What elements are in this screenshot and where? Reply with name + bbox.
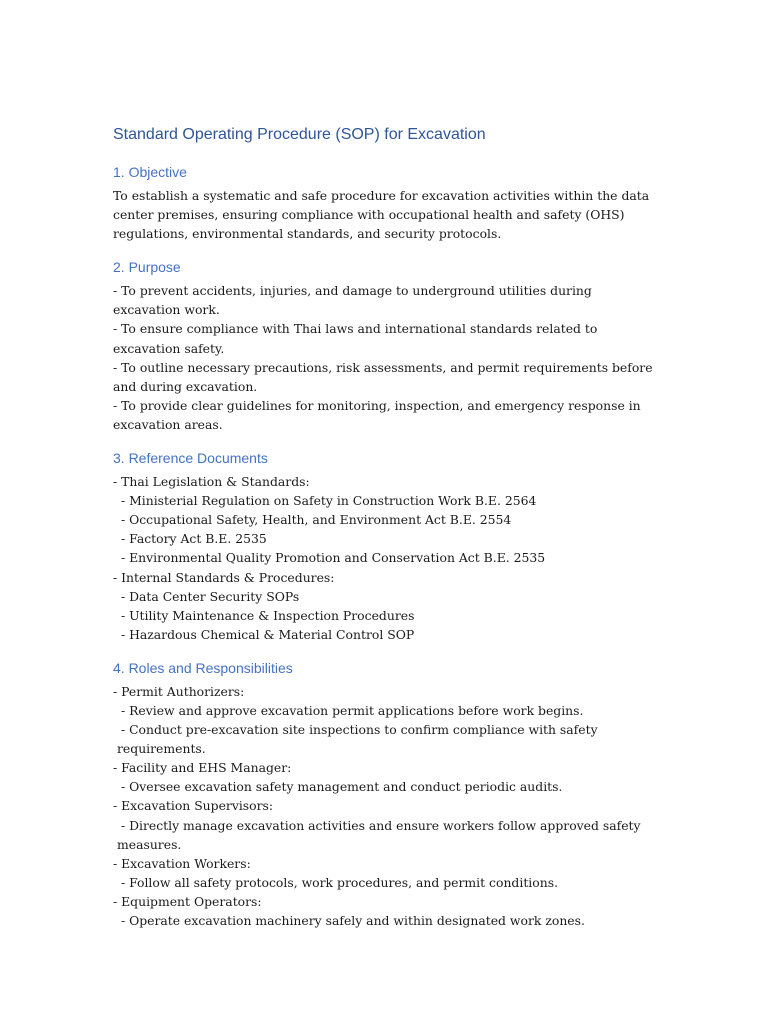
list-item: - Excavation Workers: xyxy=(113,855,251,871)
list-subitem: - Ministerial Regulation on Safety in Construction Work B.E. 2564 xyxy=(117,493,537,509)
list-subitem: - Follow all safety protocols, work procedures, and permit conditions. xyxy=(117,874,559,890)
list-subitem: - Occupational Safety, Health, and Environment Act B.E. 2554 xyxy=(117,512,512,528)
list-subitem: - Directly manage excavation activities and ensure workers follow approved safety measures. xyxy=(117,817,645,852)
section-heading: 4. Roles and Responsibilities xyxy=(113,659,293,676)
list-subitem: - Data Center Security SOPs xyxy=(117,588,300,604)
section-roles-responsibilities xyxy=(113,658,658,930)
document-title: Standard Operating Procedure (SOP) for Excavation xyxy=(113,126,486,143)
list-item: - To ensure compliance with Thai laws and international standards related to excavation safety. xyxy=(113,321,602,356)
list-subitem: - Conduct pre-excavation site inspections to confirm compliance with safety requirements. xyxy=(117,722,602,757)
list-subitem: - Utility Maintenance & Inspection Procedures xyxy=(117,607,415,623)
list-subitem: - Factory Act B.E. 2535 xyxy=(117,531,267,547)
list-subitem: - Review and approve excavation permit applications before work begins. xyxy=(117,702,584,718)
list-item: - To provide clear guidelines for monitoring, inspection, and emergency response in excavation areas. xyxy=(113,397,645,432)
list-item: - Thai Legislation & Standards: xyxy=(113,474,310,490)
document-page xyxy=(113,124,658,944)
list-item: - Excavation Supervisors: xyxy=(113,798,274,814)
list-item: - Facility and EHS Manager: xyxy=(113,760,292,776)
section-heading: 1. Objective xyxy=(113,164,187,180)
list-item: - Permit Authorizers: xyxy=(113,683,245,699)
section-objective xyxy=(113,162,658,243)
list-item: - To prevent accidents, injuries, and damage to underground utilities during excavation work. xyxy=(113,283,596,318)
list-item: - Equipment Operators: xyxy=(113,893,262,909)
list-item: - Internal Standards & Procedures: xyxy=(113,569,335,585)
list-item: - To outline necessary precautions, risk assessments, and permit requirements before and during excavation. xyxy=(113,359,657,394)
section-heading: 2. Purpose xyxy=(113,259,181,276)
list-subitem: - Hazardous Chemical & Material Control SOP xyxy=(117,626,415,642)
list-subitem: - Environmental Quality Promotion and Conservation Act B.E. 2535 xyxy=(117,550,546,566)
section-purpose xyxy=(113,257,658,434)
list-subitem: - Oversee excavation safety management and conduct periodic audits. xyxy=(117,779,563,795)
section-reference-documents xyxy=(113,448,658,644)
section-heading: 3. Reference Documents xyxy=(113,450,268,467)
section-paragraph: To establish a systematic and safe procedure for excavation activities within the data center premises, ensuring compliance with occupational health and safety (OHS) regulations, environmental standards, and security protocols. xyxy=(113,188,654,242)
list-subitem: - Operate excavation machinery safely and within designated work zones. xyxy=(117,913,585,928)
